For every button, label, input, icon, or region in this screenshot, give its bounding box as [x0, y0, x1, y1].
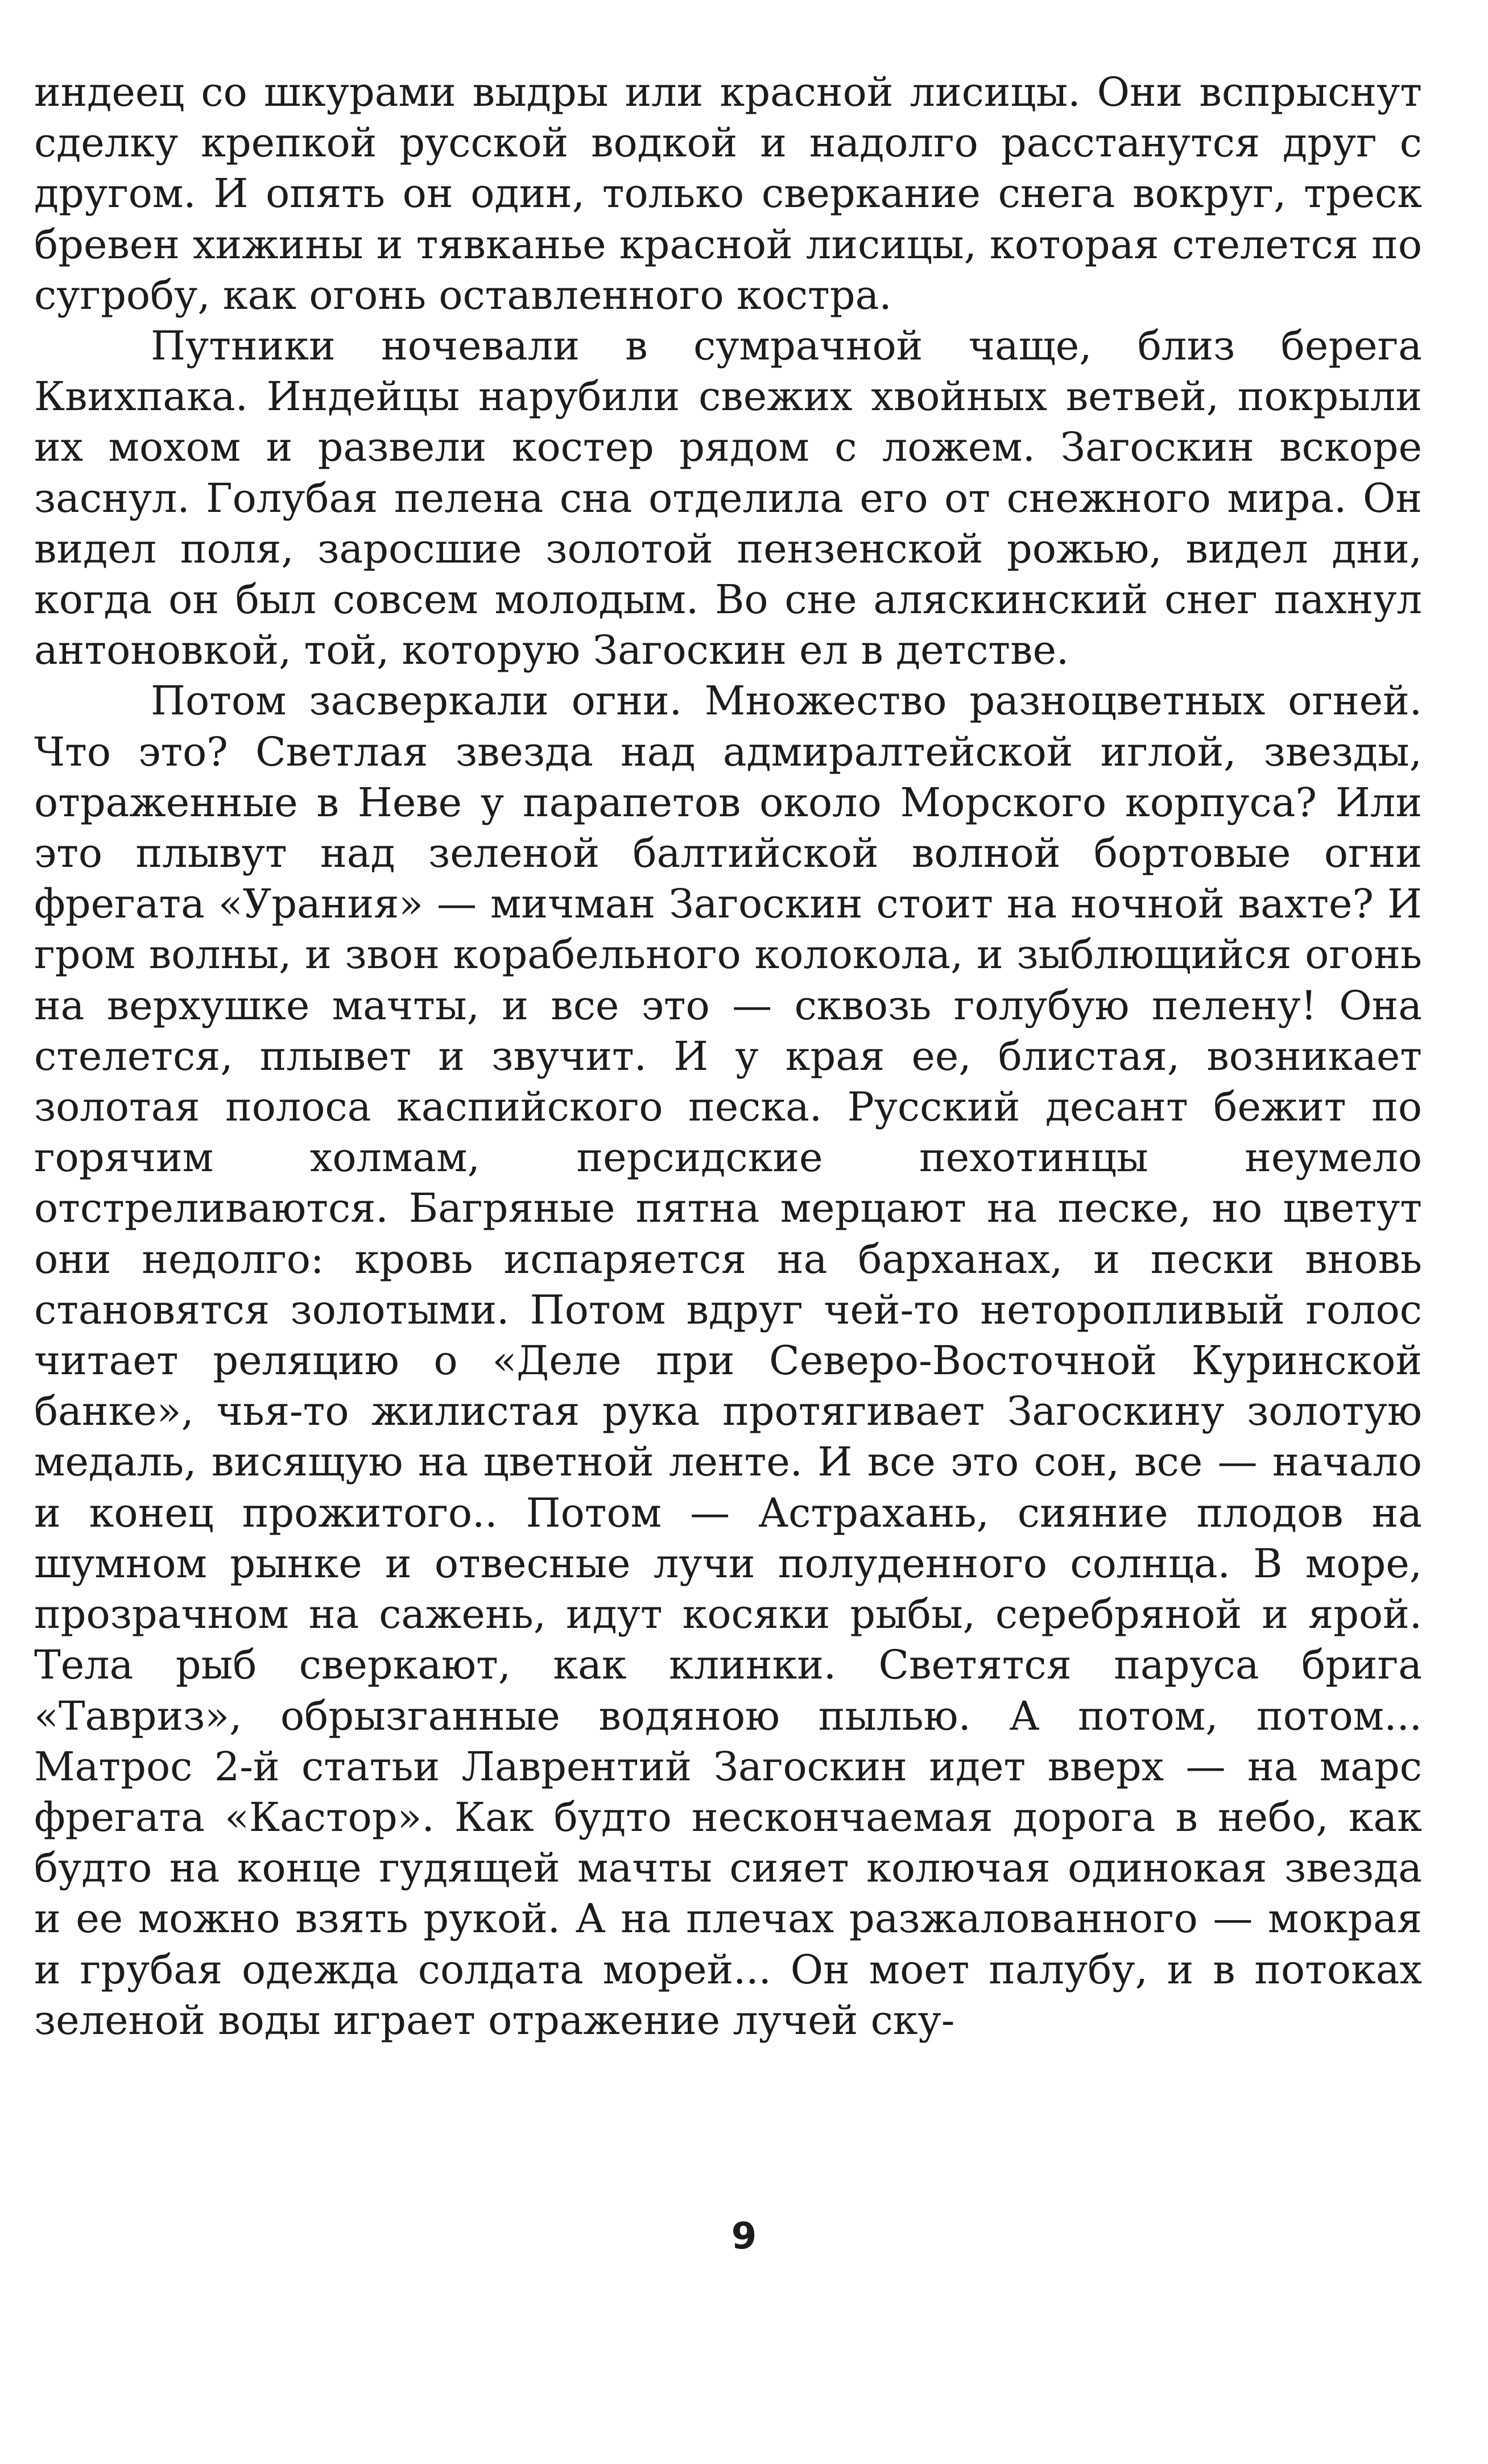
page-number: 9 — [731, 2215, 757, 2258]
paragraph-continuation: индеец со шкурами выдры или красной лисицы. Они вспрыснут сделку крепкой русской водкой и надолго расстанутся друг с другом. И опять он один, только сверкание снега вокруг, треск бревен хижины и тявканье красной лисицы, которая стелется по сугробу, как огонь оставленного костра. — [34, 69, 1422, 319]
body-text — [34, 67, 1422, 2046]
paragraph-night-camp: Путники ночевали в сумрачной чаще, близ берега Квихпака. Индейцы нарубили свежих хвойных ветвей, покрыли их мохом и развели костер рядом с ложем. Загоскин вскоре заснул. Голубая пелена сна отделила его от снежного мира. Он видел поля, заросшие золотой пензенской рожью, видел дни, когда он был совсем молодым. Во сне аляскинский снег пахнул антоновкой, той, которую Загоскин ел в детстве. — [34, 323, 1422, 674]
paragraph-dream: Потом засверкали огни. Множество разноцветных огней. Что это? Светлая звезда над адмиралтейской иглой, звезды, отраженные в Неве у парапетов около Морского корпуса? Или это плывут над зеленой балтийской волной бортовые огни фрегата «Урания» — мичман Загоскин стоит на ночной вахте? И гром волны, и звон корабельного колокола, и зыблющийся огонь на верхушке мачты, и все это — сквозь голубую пелену! Она стелется, плывет и звучит. И у края ее, блистая, возникает золотая полоса каспийского песка. Русский десант бежит по горячим холмам, персидские пехотинцы неумело отстреливаются. Багряные пятна мерцают на песке, но цветут они недолго: кровь испаряется на барханах, и пески вновь становятся золотыми. Потом вдруг чей-то неторопливый голос читает реляцию о «Деле при Северо-Восточной Куринской банке», чья-то жилистая рука протягивает Загоскину золотую медаль, висящую на цветной ленте. И все это сон, все — начало и конец прожитого.. Потом — Астрахань, сияние плодов на шумном рынке и отвесные лучи полуденного солнца. В море, прозрачном на сажень, идут косяки рыбы, серебряной и ярой. Тела рыб сверкают, как клинки. Светятся паруса брига «Тавриз», обрызганные водяною пылью. А потом, потом... Матрос 2-й статьи Лаврентий Загоскин идет вверх — на марс фрегата «Кастор». Как будто нескончаемая дорога в небо, как будто на конце гудящей мачты сияет колючая одинокая звезда и ее можно взять рукой. А на плечах разжалованного — мокрая и грубая одежда солдата морей... Он моет палубу, и в потоках зеленой воды играет отражение лучей ску- — [34, 677, 1422, 2044]
